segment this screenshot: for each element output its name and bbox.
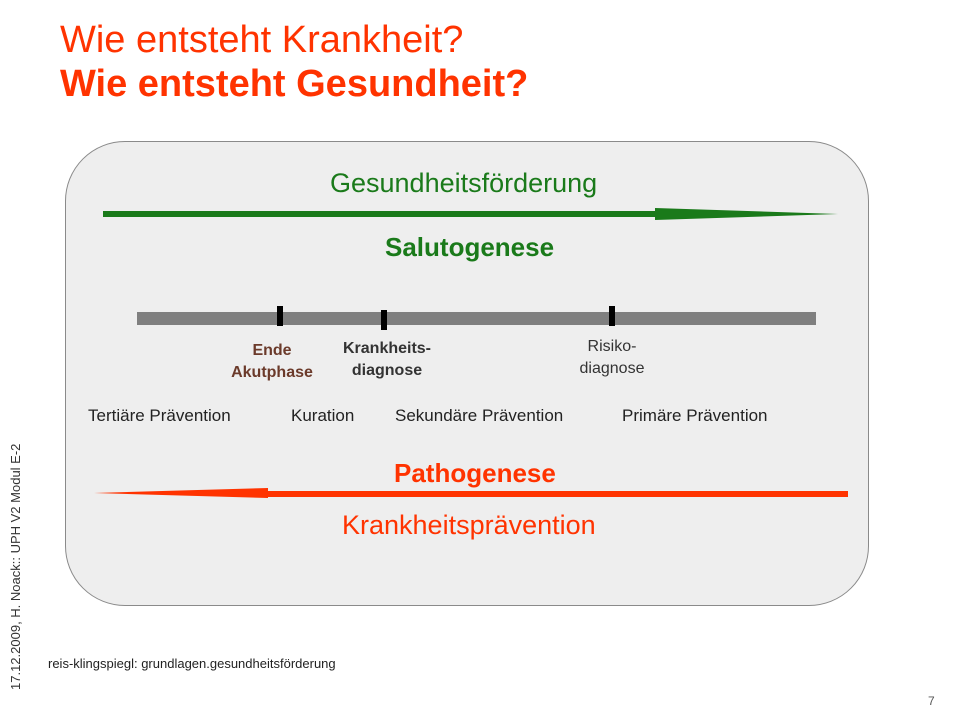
red-arrow — [94, 488, 848, 498]
red-arrow-head — [94, 488, 268, 498]
title-line-1: Wie entsteht Krankheit? — [60, 19, 464, 61]
phase-sekundaere-praevention: Sekundäre Prävention — [395, 406, 564, 425]
salutogenese-label: Salutogenese — [385, 232, 555, 262]
tick-ende-akutphase — [277, 306, 283, 326]
tick-label-line2: diagnose — [579, 360, 645, 377]
timeline-bar — [137, 312, 816, 325]
phase-primaere-praevention: Primäre Prävention — [622, 406, 768, 425]
phase-tertiaere-praevention: Tertiäre Prävention — [88, 406, 231, 425]
tick-label-line1: Risiko- — [587, 338, 637, 355]
footer-source: reis-klingspiegl: grundlagen.gesundheitsförderung — [48, 656, 336, 671]
side-footer-text: 17.12.2009, H. Noack:: UPH V2 Modul E-2 — [8, 443, 23, 690]
tick-krankheitsdiagnose — [381, 310, 387, 330]
tick-label-line1: Krankheits- — [342, 340, 432, 357]
green-arrow-shaft — [103, 211, 660, 217]
green-arrow — [103, 208, 838, 220]
tick-label-risikodiagnose — [552, 336, 672, 380]
tick-label-line2: Akutphase — [231, 364, 313, 381]
tick-risikodiagnose — [609, 306, 615, 326]
title-line-2: Wie entsteht Gesundheit? — [60, 63, 529, 105]
gesundheitsfoerderung-label: Gesundheitsförderung — [330, 168, 598, 198]
tick-label-ende-akutphase — [212, 340, 332, 384]
page-number: 7 — [928, 694, 935, 708]
phase-kuration: Kuration — [291, 406, 355, 425]
green-arrow-head — [655, 208, 838, 220]
tick-label-line1: Ende — [252, 342, 292, 359]
pathogenese-label: Pathogenese — [394, 458, 556, 488]
tick-label-line2: diagnose — [351, 362, 423, 379]
red-arrow-shaft — [262, 491, 848, 497]
krankheitspraevention-label: Krankheitsprävention — [342, 510, 596, 540]
tick-label-krankheitsdiagnose — [322, 338, 452, 382]
